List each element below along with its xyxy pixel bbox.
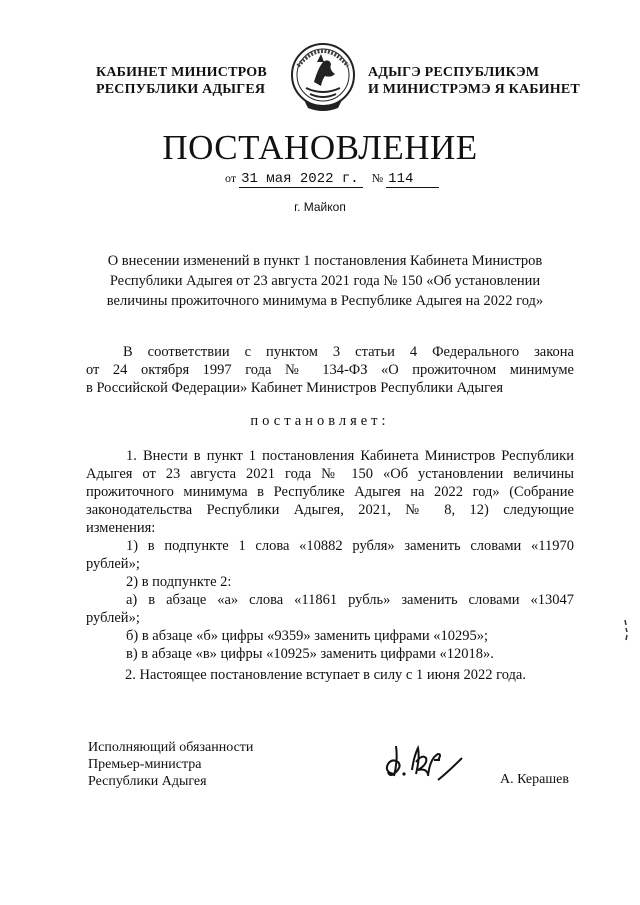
preamble-paragraph: [86, 343, 574, 397]
item-1-line: 1. Внести в пункт 1 постановления Кабинета Министров Республики: [126, 448, 574, 464]
adygea-coat-of-arms-icon: [284, 38, 362, 116]
subject-line: величины прожиточного минимума в Республике Адыгея на 2022 год»: [106, 293, 544, 309]
item-1-line: изменения:: [86, 520, 156, 536]
position-line2: Премьер-министра: [88, 757, 202, 772]
header-left-line2: РЕСПУБЛИКИ АДЫГЕЯ: [96, 82, 266, 97]
item-1-block: [86, 447, 574, 663]
signer-name: А. Керашев: [500, 772, 569, 787]
item-1-line: прожиточного минимума в Республике Адыгея на 2022 год» (Собрание: [86, 484, 574, 500]
header-right-line1: АДЫГЭ РЕСПУБЛИКЭМ: [368, 65, 540, 80]
preamble-line: В соответствии с пунктом 3 статьи 4 Федерального закона: [123, 344, 574, 360]
subitem-2a-line: а) в абзаце «а» слова «11861 рубль» заменить словами «13047: [126, 592, 574, 608]
header-left-line1: КАБИНЕТ МИНИСТРОВ: [96, 65, 267, 80]
item-1-line: законодательства Республики Адыгея, 2021, № 8, 12) следующие: [86, 502, 574, 518]
margin-mark: [622, 618, 632, 642]
subitem-2: 2) в подпункте 2:: [126, 574, 232, 590]
number-prefix: №: [371, 171, 384, 185]
handwritten-signature-icon: [378, 740, 468, 790]
document-subject: [95, 251, 555, 311]
subitem-2c: в) в абзаце «в» цифры «10925» заменить цифрами «12018».: [126, 646, 494, 662]
subitem-2a-line: рублей»;: [86, 610, 140, 626]
header-right-block: [368, 64, 580, 98]
header-left-block: [96, 64, 276, 98]
item-2: 2. Настоящее постановление вступает в силу с 1 июня 2022 года.: [125, 667, 526, 683]
subitem-2b: б) в абзаце «б» цифры «9359» заменить цифрами «10295»;: [126, 628, 489, 644]
document-title: ПОСТАНОВЛЕНИЕ: [162, 128, 478, 167]
resolve-word: постановляет:: [250, 413, 390, 429]
header-right-line2: И МИНИСТРЭМЭ Я КАБИНЕТ: [368, 82, 580, 97]
position-line3: Республики Адыгея: [88, 774, 207, 789]
date-value: 31 мая 2022 г.: [239, 171, 363, 188]
preamble-line: от 24 октября 1997 года № 134-ФЗ «О прожиточном минимуме: [86, 362, 574, 378]
subitem-1-line: 1) в подпункте 1 слова «10882 рубля» заменить словами «11970: [126, 538, 574, 554]
subject-line: О внесении изменений в пункт 1 постановления Кабинета Министров: [107, 253, 543, 269]
subject-line: Республики Адыгея от 23 августа 2021 года № 150 «Об установлении: [109, 273, 541, 289]
number-value: 114: [386, 171, 439, 188]
preamble-line: в Российской Федерации» Кабинет Министров Республики Адыгея: [86, 380, 504, 396]
item-1-line: Адыгея от 23 августа 2021 года № 150 «Об установлении величины: [86, 466, 574, 482]
date-number-line: [225, 171, 455, 188]
signatory-position: [88, 739, 253, 790]
date-prefix: от: [225, 171, 237, 185]
position-line1: Исполняющий обязанности: [88, 740, 254, 755]
city: г. Майкоп: [294, 200, 346, 214]
subitem-1-line: рублей»;: [86, 556, 140, 572]
